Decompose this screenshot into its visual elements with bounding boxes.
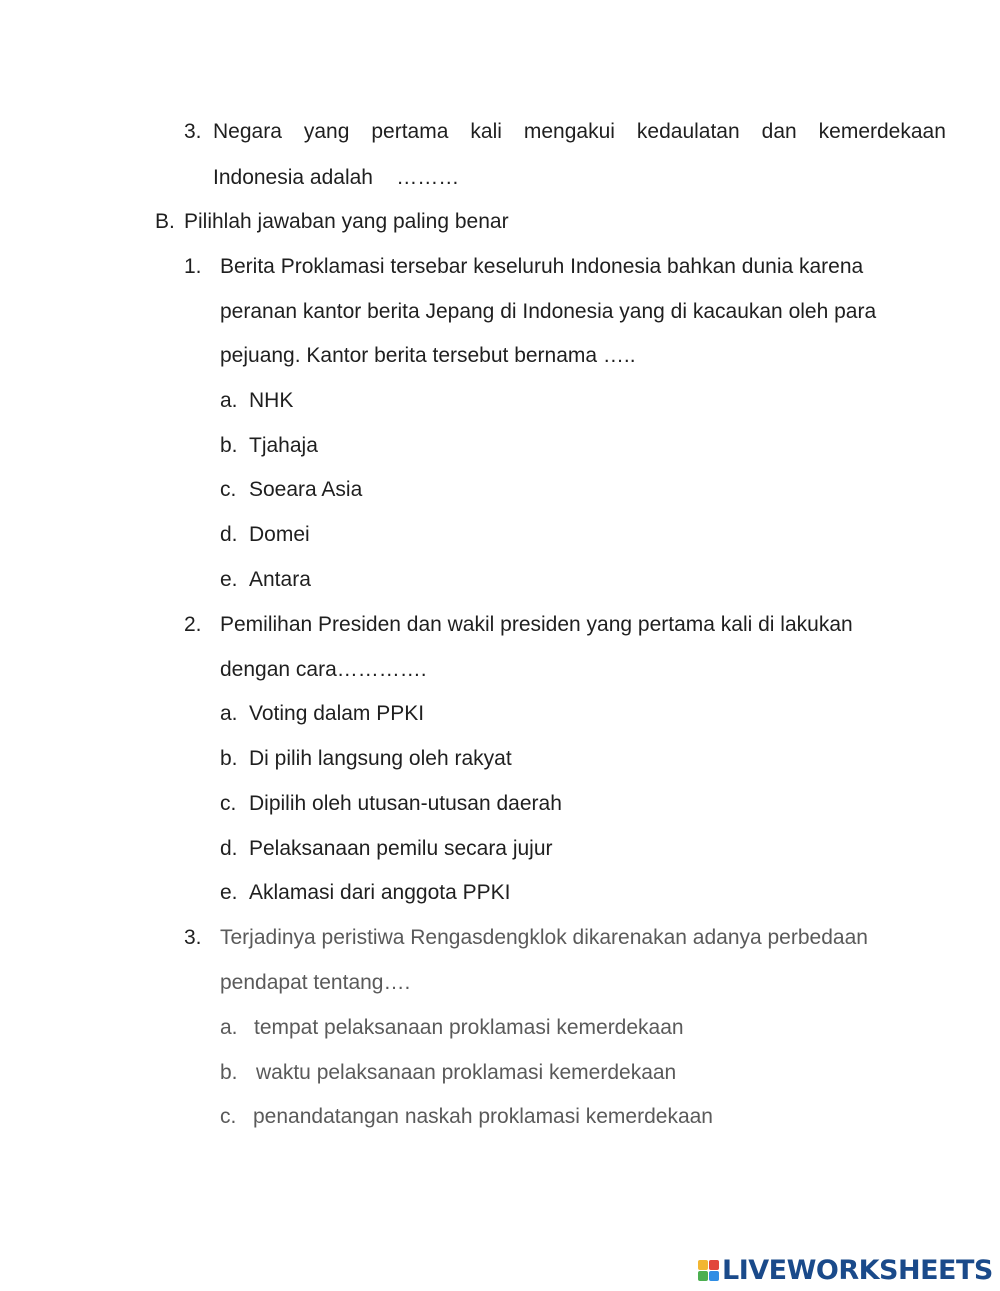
- option-text[interactable]: Voting dalam PPKI: [249, 702, 425, 725]
- logo-tile: [709, 1260, 719, 1270]
- word: kemerdekaan: [818, 120, 946, 143]
- question-text-line: dengan cara………….: [220, 658, 427, 681]
- option-text[interactable]: Pelaksanaan pemilu secara jujur: [249, 837, 553, 860]
- question-text-line: Pemilihan Presiden dan wakil presiden yang pertama kali di lakukan: [220, 613, 853, 636]
- section-letter: B.: [155, 210, 175, 233]
- word: pertama: [371, 120, 449, 143]
- logo-tile: [698, 1260, 708, 1270]
- option-text[interactable]: Antara: [249, 568, 311, 591]
- question-text-line: Indonesia adalah ………: [213, 166, 460, 189]
- liveworksheets-logo: [698, 1255, 993, 1285]
- option-label: c.: [220, 1105, 237, 1128]
- question-number: 1.: [184, 255, 202, 278]
- option-text[interactable]: Dipilih oleh utusan-utusan daerah: [249, 792, 562, 815]
- option-text[interactable]: penandatangan naskah proklamasi kemerdekaan: [253, 1105, 713, 1128]
- word: kali: [470, 120, 502, 143]
- word: kedaulatan: [636, 120, 740, 143]
- option-text[interactable]: Di pilih langsung oleh rakyat: [249, 747, 512, 770]
- question-number: 2.: [184, 613, 202, 636]
- word: Negara: [213, 120, 282, 143]
- option-label: b.: [220, 747, 238, 770]
- option-label: e.: [220, 881, 238, 904]
- question-text-line: pejuang. Kantor berita tersebut bernama …..: [220, 344, 636, 367]
- word: dan: [761, 120, 797, 143]
- option-label: e.: [220, 568, 238, 591]
- option-text[interactable]: NHK: [249, 389, 294, 412]
- option-text[interactable]: Domei: [249, 523, 310, 546]
- question-text-line: Berita Proklamasi tersebar keseluruh Indonesia bahkan dunia karena: [220, 255, 864, 278]
- option-text[interactable]: Tjahaja: [249, 434, 318, 457]
- word: mengakui: [523, 120, 615, 143]
- option-label: b.: [220, 1061, 238, 1084]
- logo-mark-icon: [698, 1260, 719, 1281]
- word: yang: [303, 120, 350, 143]
- logo-tile: [698, 1271, 708, 1281]
- option-text[interactable]: tempat pelaksanaan proklamasi kemerdekaan: [254, 1016, 684, 1039]
- option-label: a.: [220, 389, 238, 412]
- option-label: c.: [220, 792, 237, 815]
- question-number: 3.: [184, 926, 202, 949]
- option-label: d.: [220, 837, 238, 860]
- option-text[interactable]: Soeara Asia: [249, 478, 363, 501]
- question-text-line: pendapat tentang….: [220, 971, 411, 994]
- option-label: b.: [220, 434, 238, 457]
- option-text[interactable]: Aklamasi dari anggota PPKI: [249, 881, 511, 904]
- section-title: Pilihlah jawaban yang paling benar: [184, 210, 509, 233]
- question-text-line: [213, 119, 946, 145]
- option-label: a.: [220, 702, 238, 725]
- option-label: a.: [220, 1016, 238, 1039]
- option-label: d.: [220, 523, 238, 546]
- option-label: c.: [220, 478, 237, 501]
- logo-tile: [709, 1271, 719, 1281]
- option-text[interactable]: waktu pelaksanaan proklamasi kemerdekaan: [256, 1061, 677, 1084]
- question-text-line: peranan kantor berita Jepang di Indonesia yang di kacaukan oleh para: [220, 300, 877, 323]
- logo-text: LIVEWORKSHEETS: [722, 1254, 993, 1286]
- question-number: 3.: [184, 120, 202, 143]
- question-text-line: Terjadinya peristiwa Rengasdengklok dikarenakan adanya perbedaan: [220, 926, 868, 949]
